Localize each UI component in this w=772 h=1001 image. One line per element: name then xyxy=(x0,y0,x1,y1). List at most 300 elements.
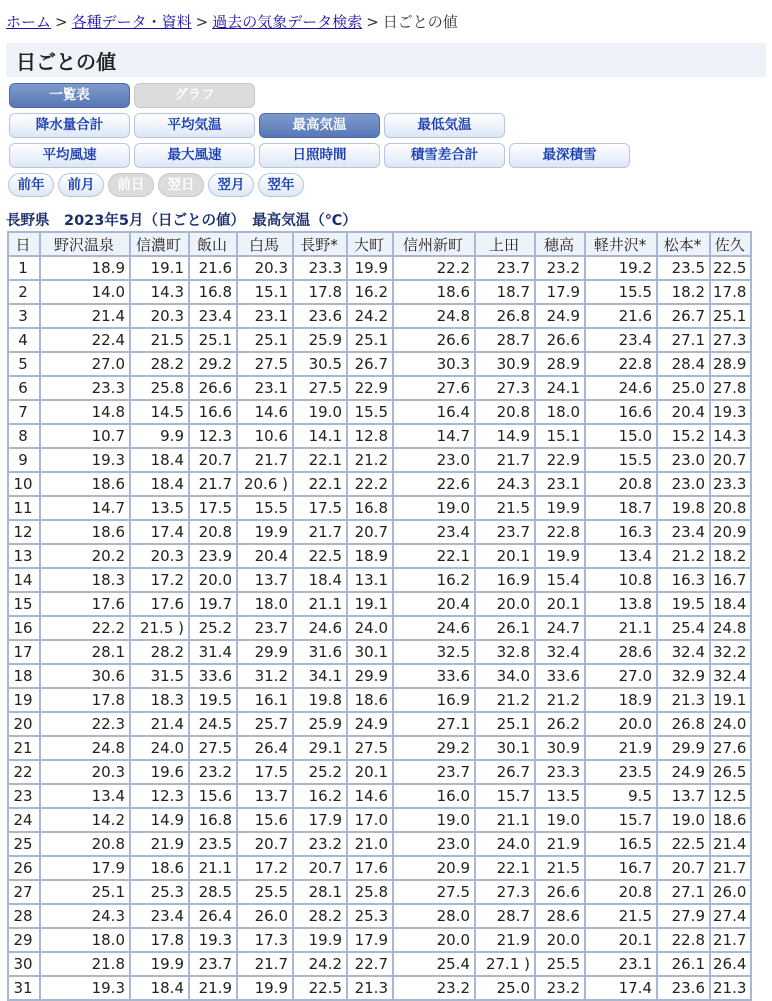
temperature-cell: 32.4 xyxy=(535,640,585,664)
temperature-cell: 20.8 xyxy=(585,880,657,904)
period-navigation xyxy=(0,173,772,203)
table-row xyxy=(8,832,751,856)
previous-year-button[interactable]: 前年 xyxy=(8,173,54,197)
temperature-cell: 25.3 xyxy=(347,904,393,928)
temperature-cell: 25.1 xyxy=(237,328,293,352)
temperature-cell: 25.9 xyxy=(293,712,347,736)
sunshine-duration-button[interactable]: 日照時間 xyxy=(259,143,380,168)
temperature-cell: 21.7 xyxy=(475,448,535,472)
temperature-cell: 18.4 xyxy=(130,448,189,472)
temperature-cell: 22.3 xyxy=(40,712,130,736)
next-month-button[interactable]: 翌月 xyxy=(208,173,254,197)
temperature-cell: 19.8 xyxy=(293,688,347,712)
element-button-row-1 xyxy=(0,113,772,143)
temperature-cell: 16.2 xyxy=(347,280,393,304)
temperature-cell: 25.1 xyxy=(189,328,237,352)
temperature-cell: 18.4 xyxy=(130,472,189,496)
temperature-cell: 23.7 xyxy=(189,952,237,976)
temperature-cell: 25.1 xyxy=(40,880,130,904)
temperature-cell: 21.7 xyxy=(237,448,293,472)
temperature-cell: 26.5 xyxy=(710,760,751,784)
temperature-cell: 24.0 xyxy=(347,616,393,640)
precipitation-total-button[interactable]: 降水量合計 xyxy=(9,113,130,138)
temperature-cell: 18.6 xyxy=(40,472,130,496)
temperature-cell: 15.5 xyxy=(347,400,393,424)
temperature-cell: 24.0 xyxy=(475,832,535,856)
temperature-cell: 21.2 xyxy=(535,688,585,712)
temperature-cell: 21.8 xyxy=(40,952,130,976)
temperature-cell: 18.4 xyxy=(710,592,751,616)
temperature-cell: 18.0 xyxy=(40,928,130,952)
temperature-cell: 30.5 xyxy=(293,352,347,376)
temperature-cell: 15.2 xyxy=(657,424,710,448)
temperature-cell: 27.1 xyxy=(393,712,475,736)
temperature-cell: 17.0 xyxy=(347,808,393,832)
temperature-cell: 14.3 xyxy=(130,280,189,304)
temperature-cell: 33.6 xyxy=(535,664,585,688)
temperature-cell: 26.4 xyxy=(710,952,751,976)
temperature-cell: 13.4 xyxy=(40,784,130,808)
temperature-cell: 21.5 xyxy=(535,856,585,880)
temperature-cell: 19.3 xyxy=(40,448,130,472)
temperature-cell: 16.8 xyxy=(189,808,237,832)
table-row xyxy=(8,688,751,712)
day-cell: 9 xyxy=(8,448,40,472)
column-header-station: 飯山 xyxy=(189,232,237,256)
breadcrumb-separator: > xyxy=(366,13,379,31)
table-row xyxy=(8,808,751,832)
temperature-cell: 14.8 xyxy=(40,400,130,424)
temperature-cell: 23.0 xyxy=(657,448,710,472)
day-cell: 27 xyxy=(8,880,40,904)
temperature-cell: 33.6 xyxy=(393,664,475,688)
temperature-cell: 17.3 xyxy=(237,928,293,952)
temperature-cell: 25.0 xyxy=(657,376,710,400)
temperature-cell: 28.2 xyxy=(293,904,347,928)
temperature-cell: 20.1 xyxy=(535,592,585,616)
day-cell: 1 xyxy=(8,256,40,280)
temperature-cell: 21.2 xyxy=(475,688,535,712)
temperature-cell: 17.5 xyxy=(293,496,347,520)
temperature-cell: 21.9 xyxy=(535,832,585,856)
breadcrumb-link-data-materials[interactable]: 各種データ・資料 xyxy=(71,13,192,31)
temperature-cell: 21.3 xyxy=(347,976,393,1000)
min-temperature-button[interactable]: 最低気温 xyxy=(384,113,505,138)
temperature-cell: 26.4 xyxy=(189,904,237,928)
temperature-cell: 20.7 xyxy=(189,448,237,472)
temperature-cell: 27.5 xyxy=(189,736,237,760)
temperature-cell: 23.2 xyxy=(535,976,585,1000)
max-temperature-button[interactable]: 最高気温 xyxy=(259,113,380,138)
temperature-cell: 19.3 xyxy=(40,976,130,1000)
breadcrumb-current: 日ごとの値 xyxy=(382,13,458,31)
column-header-station: 軽井沢* xyxy=(585,232,657,256)
temperature-cell: 21.5 xyxy=(585,904,657,928)
temperature-cell: 20.8 xyxy=(40,832,130,856)
day-cell: 6 xyxy=(8,376,40,400)
temperature-cell: 13.7 xyxy=(657,784,710,808)
day-cell: 21 xyxy=(8,736,40,760)
day-cell: 30 xyxy=(8,952,40,976)
table-caption: 長野県 2023年5月（日ごとの値） 最高気温（℃） xyxy=(6,213,357,229)
temperature-cell: 18.3 xyxy=(40,568,130,592)
temperature-cell: 23.0 xyxy=(657,472,710,496)
table-row xyxy=(8,304,751,328)
temperature-cell: 20.1 xyxy=(585,928,657,952)
temperature-cell: 20.7 xyxy=(293,856,347,880)
temperature-cell: 34.0 xyxy=(475,664,535,688)
table-row xyxy=(8,784,751,808)
table-row xyxy=(8,760,751,784)
temperature-cell: 23.2 xyxy=(535,256,585,280)
temperature-cell: 20.1 xyxy=(347,760,393,784)
temperature-cell: 22.5 xyxy=(657,832,710,856)
temperature-cell: 26.6 xyxy=(535,880,585,904)
temperature-cell: 27.8 xyxy=(710,376,751,400)
temperature-cell: 13.1 xyxy=(347,568,393,592)
temperature-cell: 22.5 xyxy=(293,544,347,568)
temperature-cell: 23.7 xyxy=(475,520,535,544)
element-button-row-2 xyxy=(0,143,772,173)
temperature-cell: 16.8 xyxy=(189,280,237,304)
temperature-cell: 27.9 xyxy=(657,904,710,928)
temperature-cell: 16.7 xyxy=(585,856,657,880)
table-row xyxy=(8,376,751,400)
temperature-cell: 16.9 xyxy=(393,688,475,712)
breadcrumb-separator: > xyxy=(55,13,68,31)
temperature-cell: 28.9 xyxy=(710,352,751,376)
table-row xyxy=(8,856,751,880)
temperature-cell: 22.7 xyxy=(347,952,393,976)
temperature-cell: 17.8 xyxy=(710,280,751,304)
temperature-cell: 32.8 xyxy=(475,640,535,664)
temperature-cell: 13.5 xyxy=(535,784,585,808)
temperature-cell: 17.5 xyxy=(189,496,237,520)
breadcrumb-separator: > xyxy=(195,13,209,31)
temperature-cell: 17.2 xyxy=(130,568,189,592)
temperature-cell: 21.7 xyxy=(710,856,751,880)
temperature-cell: 20.0 xyxy=(535,928,585,952)
temperature-cell: 28.1 xyxy=(40,640,130,664)
temperature-cell: 22.9 xyxy=(347,376,393,400)
temperature-cell: 18.4 xyxy=(293,568,347,592)
temperature-cell: 13.5 xyxy=(130,496,189,520)
temperature-cell: 23.3 xyxy=(293,256,347,280)
temperature-cell: 22.4 xyxy=(40,328,130,352)
temperature-cell: 31.6 xyxy=(293,640,347,664)
temperature-cell: 29.9 xyxy=(237,640,293,664)
temperature-cell: 21.2 xyxy=(347,448,393,472)
day-cell: 14 xyxy=(8,568,40,592)
temperature-cell: 21.2 xyxy=(657,544,710,568)
temperature-cell: 9.9 xyxy=(130,424,189,448)
temperature-cell: 24.9 xyxy=(347,712,393,736)
temperature-cell: 26.6 xyxy=(189,376,237,400)
table-row xyxy=(8,496,751,520)
table-row xyxy=(8,928,751,952)
table-row xyxy=(8,400,751,424)
temperature-cell: 17.8 xyxy=(130,928,189,952)
temperature-cell: 23.6 xyxy=(293,304,347,328)
day-cell: 7 xyxy=(8,400,40,424)
breadcrumb-link-home[interactable]: ホーム xyxy=(6,13,52,31)
temperature-cell: 20.7 xyxy=(657,856,710,880)
temperature-cell: 26.4 xyxy=(237,736,293,760)
temperature-cell: 27.3 xyxy=(475,880,535,904)
temperature-cell: 17.2 xyxy=(237,856,293,880)
temperature-cell: 30.1 xyxy=(347,640,393,664)
temperature-cell: 23.1 xyxy=(585,952,657,976)
list-view-button[interactable]: 一覧表 xyxy=(9,83,130,108)
temperature-cell: 14.9 xyxy=(475,424,535,448)
temperature-cell: 27.1 ) xyxy=(475,952,535,976)
temperature-cell: 16.3 xyxy=(657,568,710,592)
graph-view-button: グラフ xyxy=(134,83,255,108)
temperature-cell: 18.6 xyxy=(40,520,130,544)
temperature-cell: 21.5 ) xyxy=(130,616,189,640)
next-year-button[interactable]: 翌年 xyxy=(258,173,304,197)
mean-wind-speed-button[interactable]: 平均風速 xyxy=(9,143,130,168)
temperature-cell: 13.4 xyxy=(585,544,657,568)
temperature-cell: 20.3 xyxy=(130,544,189,568)
temperature-cell: 21.5 xyxy=(130,328,189,352)
temperature-cell: 15.7 xyxy=(585,808,657,832)
table-row xyxy=(8,904,751,928)
temperature-cell: 27.3 xyxy=(475,376,535,400)
temperature-cell: 14.0 xyxy=(40,280,130,304)
table-row xyxy=(8,352,751,376)
temperature-cell: 26.6 xyxy=(535,328,585,352)
column-header-station: 信州新町 xyxy=(393,232,475,256)
temperature-cell: 14.5 xyxy=(130,400,189,424)
table-row xyxy=(8,280,751,304)
temperature-cell: 28.6 xyxy=(535,904,585,928)
temperature-cell: 19.1 xyxy=(710,688,751,712)
temperature-cell: 18.4 xyxy=(130,976,189,1000)
temperature-cell: 14.1 xyxy=(293,424,347,448)
temperature-cell: 17.4 xyxy=(585,976,657,1000)
snow-depth-difference-button[interactable]: 積雪差合計 xyxy=(384,143,505,168)
temperature-cell: 25.2 xyxy=(189,616,237,640)
previous-month-button[interactable]: 前月 xyxy=(58,173,104,197)
temperature-cell: 31.4 xyxy=(189,640,237,664)
temperature-cell: 21.7 xyxy=(710,928,751,952)
temperature-cell: 21.3 xyxy=(657,688,710,712)
temperature-cell: 16.2 xyxy=(293,784,347,808)
temperature-cell: 24.5 xyxy=(189,712,237,736)
temperature-cell: 16.5 xyxy=(585,832,657,856)
column-header-day: 日 xyxy=(8,232,40,256)
temperature-cell: 23.4 xyxy=(585,328,657,352)
table-row xyxy=(8,472,751,496)
table-row xyxy=(8,664,751,688)
temperature-cell: 23.7 xyxy=(393,760,475,784)
table-row xyxy=(8,640,751,664)
table-row xyxy=(8,712,751,736)
day-cell: 2 xyxy=(8,280,40,304)
table-row xyxy=(8,448,751,472)
temperature-cell: 23.4 xyxy=(393,520,475,544)
temperature-cell: 26.0 xyxy=(237,904,293,928)
temperature-cell: 19.9 xyxy=(130,952,189,976)
max-wind-speed-button[interactable]: 最大風速 xyxy=(134,143,255,168)
day-cell: 26 xyxy=(8,856,40,880)
temperature-cell: 31.2 xyxy=(237,664,293,688)
temperature-cell: 23.3 xyxy=(40,376,130,400)
temperature-cell: 18.9 xyxy=(585,688,657,712)
temperature-cell: 19.5 xyxy=(189,688,237,712)
temperature-cell: 16.0 xyxy=(393,784,475,808)
temperature-cell: 19.9 xyxy=(347,256,393,280)
temperature-cell: 24.8 xyxy=(710,616,751,640)
temperature-cell: 28.7 xyxy=(475,904,535,928)
day-cell: 31 xyxy=(8,976,40,1000)
temperature-cell: 13.7 xyxy=(237,784,293,808)
temperature-cell: 23.4 xyxy=(657,520,710,544)
temperature-cell: 19.1 xyxy=(130,256,189,280)
column-header-station: 長野* xyxy=(293,232,347,256)
temperature-cell: 22.9 xyxy=(535,448,585,472)
temperature-cell: 14.3 xyxy=(710,424,751,448)
table-row xyxy=(8,736,751,760)
temperature-cell: 22.5 xyxy=(710,256,751,280)
temperature-cell: 25.4 xyxy=(393,952,475,976)
temperature-cell: 21.1 xyxy=(475,808,535,832)
temperature-cell: 20.3 xyxy=(40,760,130,784)
temperature-cell: 14.2 xyxy=(40,808,130,832)
temperature-cell: 19.2 xyxy=(585,256,657,280)
temperature-cell: 23.1 xyxy=(237,376,293,400)
temperature-cell: 15.5 xyxy=(585,448,657,472)
temperature-cell: 30.1 xyxy=(475,736,535,760)
temperature-cell: 20.2 xyxy=(40,544,130,568)
temperature-cell: 14.9 xyxy=(130,808,189,832)
temperature-cell: 24.1 xyxy=(535,376,585,400)
temperature-cell: 19.7 xyxy=(189,592,237,616)
temperature-cell: 23.5 xyxy=(585,760,657,784)
temperature-cell: 26.8 xyxy=(657,712,710,736)
temperature-cell: 28.7 xyxy=(475,328,535,352)
temperature-cell: 18.6 xyxy=(710,808,751,832)
column-header-station: 穂高 xyxy=(535,232,585,256)
column-header-station: 松本* xyxy=(657,232,710,256)
table-row xyxy=(8,544,751,568)
temperature-cell: 28.0 xyxy=(393,904,475,928)
temperature-cell: 20.8 xyxy=(710,496,751,520)
column-header-station: 大町 xyxy=(347,232,393,256)
day-cell: 24 xyxy=(8,808,40,832)
temperature-cell: 21.9 xyxy=(130,832,189,856)
temperature-cell: 18.2 xyxy=(657,280,710,304)
temperature-cell: 24.3 xyxy=(40,904,130,928)
day-cell: 8 xyxy=(8,424,40,448)
column-header-station: 野沢温泉 xyxy=(40,232,130,256)
mean-temperature-button[interactable]: 平均気温 xyxy=(134,113,255,138)
temperature-cell: 23.1 xyxy=(237,304,293,328)
temperature-cell: 23.2 xyxy=(393,976,475,1000)
temperature-cell: 20.7 xyxy=(710,448,751,472)
breadcrumb-link-past-weather-search[interactable]: 過去の気象データ検索 xyxy=(212,13,363,31)
temperature-cell: 26.1 xyxy=(657,952,710,976)
temperature-cell: 17.9 xyxy=(293,808,347,832)
day-cell: 15 xyxy=(8,592,40,616)
temperature-cell: 24.8 xyxy=(40,736,130,760)
temperature-cell: 30.6 xyxy=(40,664,130,688)
temperature-cell: 25.8 xyxy=(347,880,393,904)
temperature-cell: 29.1 xyxy=(293,736,347,760)
temperature-cell: 16.1 xyxy=(237,688,293,712)
temperature-cell: 26.7 xyxy=(347,352,393,376)
temperature-cell: 25.9 xyxy=(293,328,347,352)
table-row xyxy=(8,952,751,976)
temperature-cell: 19.9 xyxy=(535,544,585,568)
temperature-cell: 18.7 xyxy=(585,496,657,520)
temperature-cell: 16.6 xyxy=(189,400,237,424)
temperature-cell: 23.9 xyxy=(189,544,237,568)
temperature-cell: 21.1 xyxy=(189,856,237,880)
temperature-cell: 22.2 xyxy=(393,256,475,280)
temperature-cell: 21.1 xyxy=(293,592,347,616)
temperature-cell: 24.6 xyxy=(393,616,475,640)
temperature-cell: 27.3 xyxy=(710,328,751,352)
temperature-cell: 20.0 xyxy=(189,568,237,592)
max-snow-depth-button[interactable]: 最深積雪 xyxy=(509,143,630,168)
temperature-cell: 22.8 xyxy=(585,352,657,376)
column-header-station: 上田 xyxy=(475,232,535,256)
temperature-cell: 16.4 xyxy=(393,400,475,424)
temperature-cell: 19.0 xyxy=(393,496,475,520)
temperature-cell: 34.1 xyxy=(293,664,347,688)
temperature-cell: 17.4 xyxy=(130,520,189,544)
temperature-cell: 15.1 xyxy=(535,424,585,448)
temperature-cell: 16.6 xyxy=(585,400,657,424)
temperature-cell: 32.4 xyxy=(657,640,710,664)
temperature-cell: 24.9 xyxy=(535,304,585,328)
temperature-cell: 26.6 xyxy=(393,328,475,352)
temperature-cell: 23.5 xyxy=(657,256,710,280)
table-row xyxy=(8,424,751,448)
temperature-cell: 27.4 xyxy=(710,904,751,928)
temperature-cell: 25.3 xyxy=(130,880,189,904)
column-header-station: 白馬 xyxy=(237,232,293,256)
temperature-cell: 21.6 xyxy=(585,304,657,328)
temperature-cell: 17.8 xyxy=(293,280,347,304)
temperature-cell: 27.5 xyxy=(393,880,475,904)
temperature-cell: 33.6 xyxy=(189,664,237,688)
temperature-cell: 32.5 xyxy=(393,640,475,664)
temperature-cell: 14.7 xyxy=(393,424,475,448)
temperature-cell: 10.6 xyxy=(237,424,293,448)
temperature-cell: 20.9 xyxy=(393,856,475,880)
temperature-cell: 19.9 xyxy=(237,520,293,544)
temperature-cell: 16.9 xyxy=(475,568,535,592)
table-row xyxy=(8,568,751,592)
temperature-cell: 28.6 xyxy=(585,640,657,664)
temperature-cell: 23.6 xyxy=(657,976,710,1000)
temperature-cell: 13.7 xyxy=(237,568,293,592)
temperature-cell: 19.3 xyxy=(189,928,237,952)
temperature-cell: 24.6 xyxy=(293,616,347,640)
temperature-cell: 20.8 xyxy=(189,520,237,544)
temperature-cell: 19.0 xyxy=(657,808,710,832)
temperature-cell: 22.1 xyxy=(475,856,535,880)
temperature-cell: 23.7 xyxy=(475,256,535,280)
temperature-cell: 20.4 xyxy=(657,400,710,424)
temperature-cell: 20.1 xyxy=(475,544,535,568)
temperature-cell: 19.5 xyxy=(657,592,710,616)
temperature-cell: 20.8 xyxy=(585,472,657,496)
temperature-cell: 30.9 xyxy=(535,736,585,760)
